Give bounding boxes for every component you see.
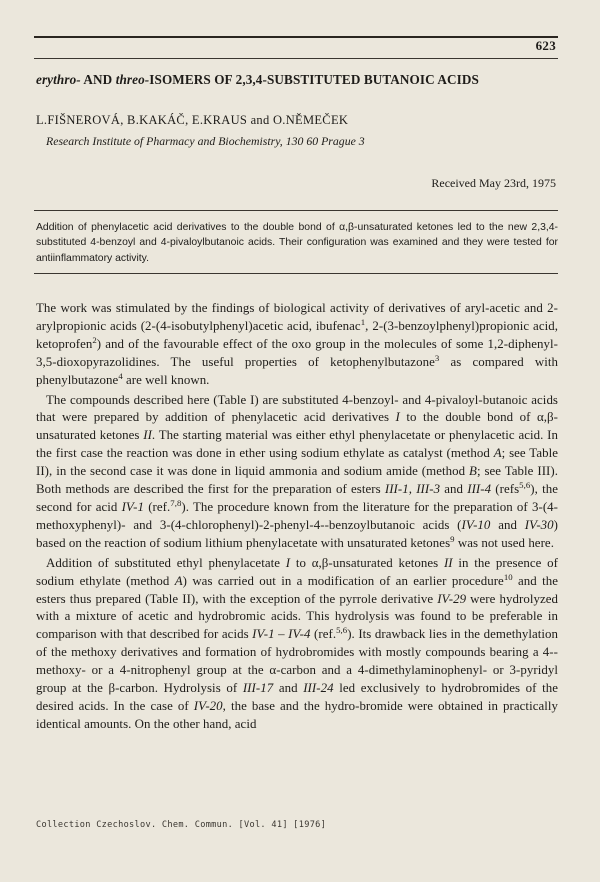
citation: 1 xyxy=(360,317,366,328)
top-rule xyxy=(34,36,558,38)
compound-ref: I xyxy=(285,555,291,570)
citation: 4 xyxy=(118,370,123,381)
abstract xyxy=(36,220,558,266)
title-and: AND xyxy=(80,72,116,87)
compound-ref: IV-10 xyxy=(461,517,491,532)
article-title xyxy=(36,72,560,88)
authors: L.FIŠNEROVÁ, B.KAKÁČ, E.KRAUS and O.NĚMEČEK xyxy=(36,113,349,127)
article-body xyxy=(36,300,558,736)
compound-ref: III-1, III-3 xyxy=(384,482,441,497)
compound-ref: IV-1 xyxy=(121,499,144,514)
compound-ref: IV-20 xyxy=(193,698,223,713)
compound-ref: II xyxy=(443,555,453,570)
compound-ref: IV-29 xyxy=(437,591,467,606)
citation: 9 xyxy=(450,533,455,544)
compound-ref: IV-1 – IV-4 xyxy=(252,627,311,642)
abstract-top-rule xyxy=(34,210,558,211)
title-prefix-threo: threo- xyxy=(115,72,150,87)
journal-footer: Collection Czechoslov. Chem. Commun. [Vol. 41] [1976] xyxy=(36,820,327,830)
abstract-bottom-rule xyxy=(34,273,558,274)
citation: 5,6 xyxy=(519,480,531,491)
header-rule xyxy=(34,58,558,59)
compound-ref: IV-30 xyxy=(524,517,554,532)
compound-ref: III-17 xyxy=(242,681,274,696)
compound-ref: III-4 xyxy=(467,482,492,497)
title-rest: ISOMERS OF 2,3,4-SUBSTITUTED BUTANOIC ACIDS xyxy=(149,72,479,87)
institution: Research Institute of Pharmacy and Biochemistry, 130 60 Prague 3 xyxy=(46,134,365,148)
citation: 7,8 xyxy=(170,498,182,509)
citation: 3 xyxy=(434,352,440,363)
paragraph-3: Addition of substituted ethyl phenylacetate I to α,β-unsaturated ketones II in the presence of sodium ethylate (method A) was carried out in a modification of an earlier procedure$^{10}$ and the esters thus prepared (Table II), with the exception of the pyrrole derivative IV-29 were hydrolyzed with a mixture of acetic and hydrobromic acids. This hydrolysis was found to be preferable in comparison with that described for acids IV-1 – IV-4 (ref.$^{5,6}$). Its drawback lies in the demethylation of the methoxy derivatives and formation of hydrobromides with mostly compounds bearing a 4--methoxy- or a 4-nitrophenyl group at the α-carbon and a 4-dimethylaminophenyl- or 3-pyridyl group at the β-carbon. Hydrolysis of III-17 and III-24 led exclusively to hydrobromides of the desired acids. In the case of IV-20, the base and the hydro-bromide were obtained in practically identical amounts. On the other hand, acid xyxy=(36,555,559,731)
citation: 10 xyxy=(503,571,513,582)
compound-ref: I xyxy=(395,410,400,425)
abstract-text: Addition of phenylacetic acid derivatives to the double bond of α,β-unsaturated ketones led to the new 2,3,4-substituted 4-benzoyl and 4-pivaloylbutanoic acids. Their configuration was examined and they were tested for antiinflammatory activity. xyxy=(36,222,558,264)
citation: 2 xyxy=(92,335,97,345)
paragraph-1: The work was stimulated by the findings of biological activity of derivatives of aryl-acetic and 2-arylpropionic acids (2-(4-isobutylphenyl)acetic acid, ibufenac$^1$, 2-(3-benzoylphenyl)propionic acid, ketoprofen$^2$) and of the favourable effect of the oxo group in the molecules of some 1,2-diphenyl-3,5-dioxopyrazolidines. The useful properties of ketophenylbutazone$^3$ as compared with phenylbutazone$^4$ are well known. xyxy=(36,301,558,387)
compound-ref: III-24 xyxy=(303,681,334,696)
method-ref: A xyxy=(493,446,502,461)
paragraph-2: The compounds described here (Table I) are substituted 4-benzoyl- and 4-pivaloyl-butanoic acids that were prepared by addition of phenylacetic acid derivatives I to the double bond of α,β-unsaturated ketones II. The starting material was either ethyl phenylacetate or phenylacetic acid. In the first case the reaction was done in ether using sodium ethylate as catalyst (method A; see Table II), in the second case it was done in liquid ammonia and sodium amide (method B; see Table III). Both methods are described the first for the preparation of esters III-1, III-3 and III-4 (refs$^{5,6}$), the second for acid IV-1 (ref.$^{7,8}$). The procedure known from the literature for the preparation of 3-(4-methoxyphenyl)- and 3-(4-chlorophenyl)-2-phenyl-4--benzoylbutanoic acids (IV-10 and IV-30) based on the reaction of sodium lithium phenylacetate with unsaturated ketones$^9$ was not used here. xyxy=(36,392,559,550)
method-ref: A xyxy=(174,573,183,588)
title-prefix-erythro: erythro- xyxy=(36,72,81,87)
received-date: Received May 23rd, 1975 xyxy=(431,176,556,190)
method-ref: B xyxy=(469,464,477,479)
compound-ref: II xyxy=(143,428,152,443)
citation: 5,6 xyxy=(336,625,348,636)
page-number: 623 xyxy=(535,38,556,53)
